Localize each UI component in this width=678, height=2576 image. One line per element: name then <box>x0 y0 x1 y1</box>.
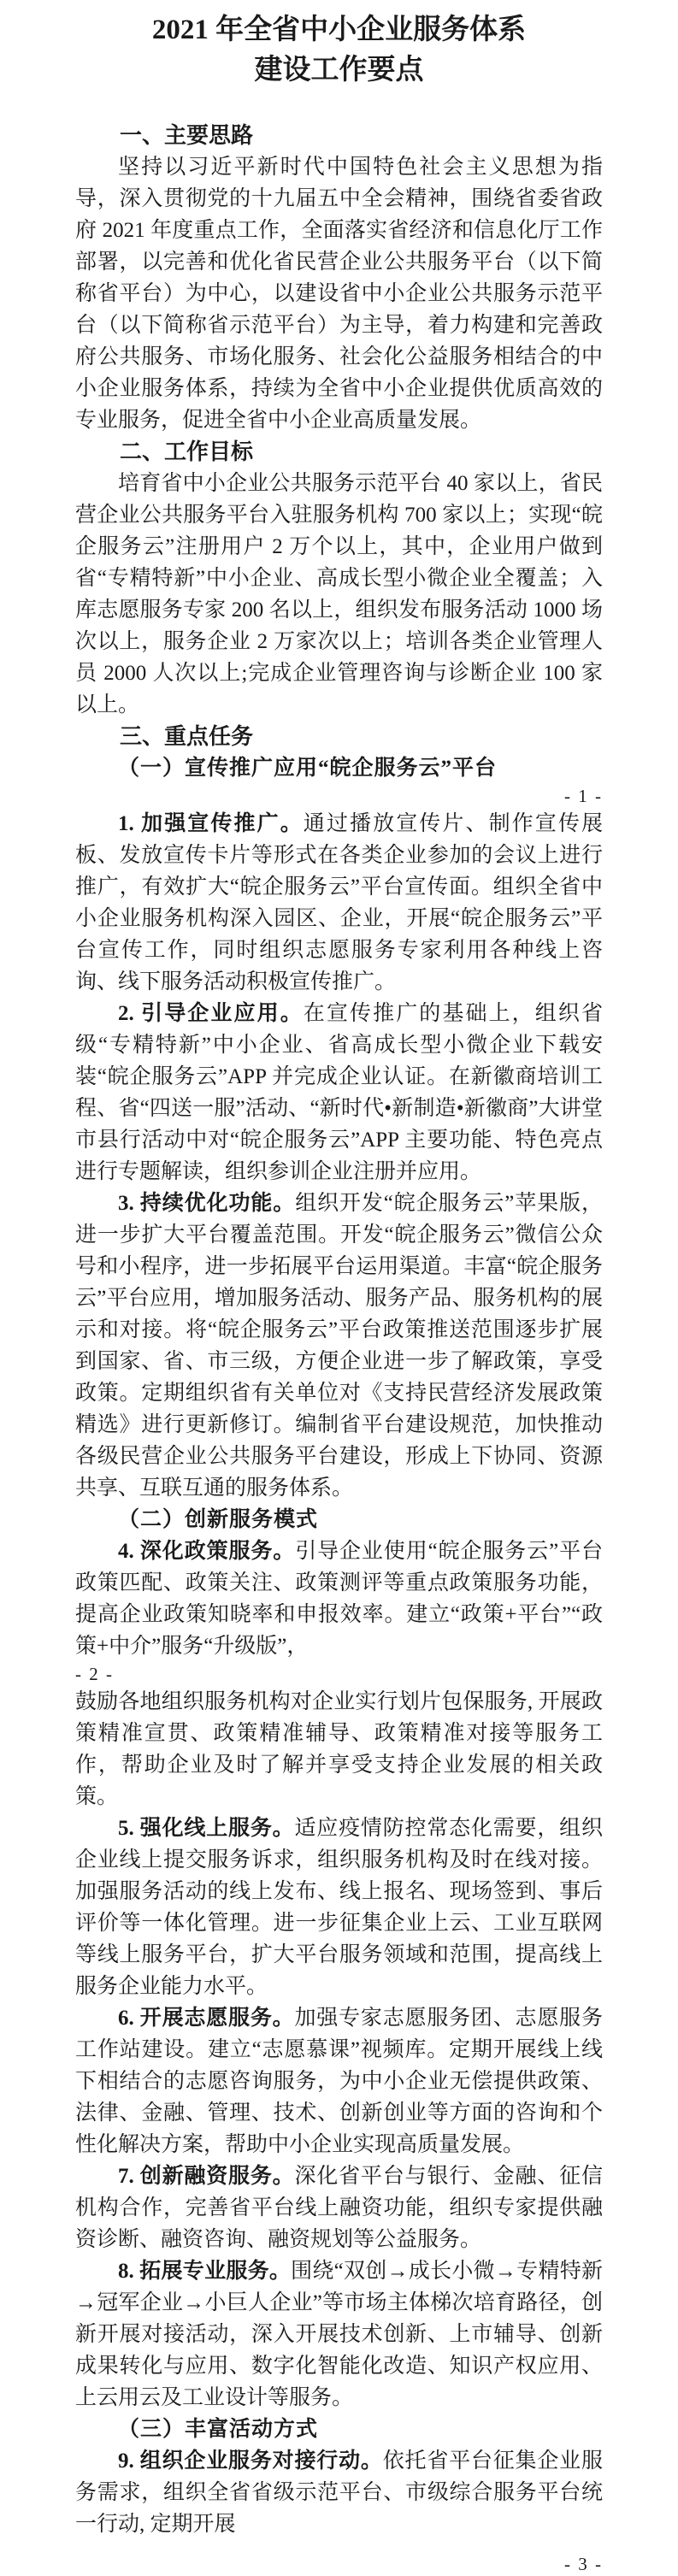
item-2-lead: 2. 引导企业应用。 <box>118 1002 304 1025</box>
item-7-body: 深化省平台与银行、金融、征信机构合作，完善省平台线上融资功能，组织专家提供融资诊断、融资咨询、融资规划等公益服务。 <box>75 2165 603 2251</box>
numbered-item-2 <box>75 998 603 1188</box>
item-5-body: 适应疫情防控常态化需要，组织企业线上提交服务诉求，组织服务机构及时在线对接。加强服务活动的线上发布、线上报名、现场签到、事后评价等一体化管理。进一步征集企业上云、工业互联网等线上服务平台，扩大平台服务领域和范围，提高线上服务企业能力水平。 <box>75 1817 603 1998</box>
document-title-line1: 2021 年全省中小企业服务体系 <box>151 15 527 45</box>
item-1-lead: 1. 加强宣传推广。 <box>118 812 304 835</box>
numbered-item-8 <box>75 2255 603 2414</box>
numbered-item-4 <box>75 1536 603 1662</box>
item-6-body: 加强专家志愿服务团、志愿服务工作站建设。建立“志愿慕课”视频库。定期开展线上线下相结合的志愿咨询服务，为中小企业无偿提供政策、法律、金融、管理、技术、创新创业等方面的咨询和个性化解决方案，帮助中小企业实现高质量发展。 <box>75 2007 603 2156</box>
numbered-item-7 <box>75 2160 603 2255</box>
item-6-lead: 6. 开展志愿服务。 <box>118 2007 295 2030</box>
document-title-line2: 建设工作要点 <box>254 55 424 85</box>
item-4-body: 引导企业使用“皖企服务云”平台政策匹配、政策关注、政策测评等重点政策服务功能，提高企业政策知晓率和申报效率。建立“政策+平台”“政策+中介”服务“升级版”， <box>75 1540 603 1658</box>
item-4-lead: 4. 深化政策服务。 <box>118 1540 296 1563</box>
page-number-marker-3: - 3 - <box>564 2554 603 2574</box>
numbered-item-3 <box>75 1188 603 1504</box>
page-number-marker-2: - 2 - <box>75 1664 114 1684</box>
item-3-body: 组织开发“皖企服务云”苹果版，进一步扩大平台覆盖范围。开发“皖企服务云”微信公众号和小程序，进一步拓展平台运用渠道。丰富“皖企服务云”平台应用，增加服务活动、服务产品、服务机构的展示和对接。将“皖企服务云”平台政策推送范围逐步扩展到国家、省、市三级，方便企业进一步了解政策，享受政策。定期组织省有关单位对《支持民营经济发展政策精选》进行更新修订。编制省平台建设规范，加快推动各级民营企业公共服务平台建设，形成上下协同、资源共享、互联互通的服务体系。 <box>75 1192 603 1500</box>
numbered-item-9 <box>75 2445 603 2540</box>
item-3-lead: 3. 持续优化功能。 <box>118 1192 296 1215</box>
subsection1-heading: （一）宣传推广应用“皖企服务云”平台 <box>118 757 498 780</box>
document-title <box>75 10 603 91</box>
numbered-item-1 <box>75 808 603 998</box>
section2-paragraph: 培育省中小企业公共服务示范平台 40 家以上，省民营企业公共服务平台入驻服务机构 700 家以上；实现“皖企服务云”注册用户 2 万个以上，其中，企业用户做到省“专精特新”中小企业、高成长型小微企业全覆盖；入库志愿服务专家 200 名以上，组织发布服务活动 1000 场次以上，服务企业 2 万家次以上；培训各类企业管理人员 2000 人次以上;完成企业管理咨询与诊断企业 100 家以上。 <box>75 472 603 716</box>
page-number-marker-1: - 1 - <box>564 786 603 806</box>
item-5-lead: 5. 强化线上服务。 <box>118 1817 295 1840</box>
section1-paragraph: 坚持以习近平新时代中国特色社会主义思想为指导，深入贯彻党的十九届五中全会精神，围绕省委省政府 2021 年度重点工作，全面落实省经济和信息化厅工作部署，以完善和优化省民营企业公共服务平台（以下简称省平台）为中心，以建设省中小企业公共服务示范平台（以下简称省示范平台）为主导，着力构建和完善政府公共服务、市场化服务、社会化公益服务相结合的中小企业服务体系，持续为全省中小企业提供优质高效的专业服务，促进全省中小企业高质量发展。 <box>75 156 603 432</box>
section3-heading: 三、重点任务 <box>120 723 254 749</box>
subsection2-heading: （二）创新服务模式 <box>118 1508 319 1531</box>
section1-heading: 一、主要思路 <box>120 122 254 148</box>
subsection3-heading: （三）丰富活动方式 <box>118 2418 319 2441</box>
item-4-continuation: 鼓励各地组织服务机构对企业实行划片包保服务, 开展政策精准宣贯、政策精准辅导、政策精准对接等服务工作，帮助企业及时了解并享受支持企业发展的相关政策。 <box>75 1690 603 1808</box>
item-2-body: 在宣传推广的基础上，组织省级“专精特新”中小企业、省高成长型小微企业下载安装“皖企服务云”APP 并完成企业认证。在新徽商培训工程、省“四送一服”活动、“新时代•新制造•新徽商”大讲堂市县行活动中对“皖企服务云”APP 主要功能、特色亮点进行专题解读，组织参训企业注册并应用。 <box>75 1002 603 1183</box>
item-9-lead: 9. 组织企业服务对接行动。 <box>118 2449 383 2473</box>
item-7-lead: 7. 创新融资服务。 <box>118 2165 295 2188</box>
item-9-body: 依托省平台征集企业服务需求，组织全省省级示范平台、市级综合服务平台统一行动, 定期开展 <box>75 2449 603 2536</box>
numbered-item-5 <box>75 1813 603 2002</box>
section2-heading: 二、工作目标 <box>120 439 254 464</box>
item-8-lead: 8. 拓展专业服务。 <box>118 2260 292 2283</box>
numbered-item-6 <box>75 2002 603 2160</box>
item-1-body: 通过播放宣传片、制作宣传展板、发放宣传卡片等形式在各类企业参加的会议上进行推广，有效扩大“皖企服务云”平台宣传面。组织全省中小企业服务机构深入园区、企业，开展“皖企服务云”平台宣传工作，同时组织志愿服务专家利用各种线上咨询、线下服务活动积极宣传推广。 <box>75 812 603 993</box>
item-8-body: 围绕“双创→成长小微→专精特新→冠军企业→小巨人企业”等市场主体梯次培育路径，创新开展对接活动，深入开展技术创新、上市辅导、创新成果转化与应用、数字化智能化改造、知识产权应用、上云用云及工业设计等服务。 <box>75 2260 603 2409</box>
